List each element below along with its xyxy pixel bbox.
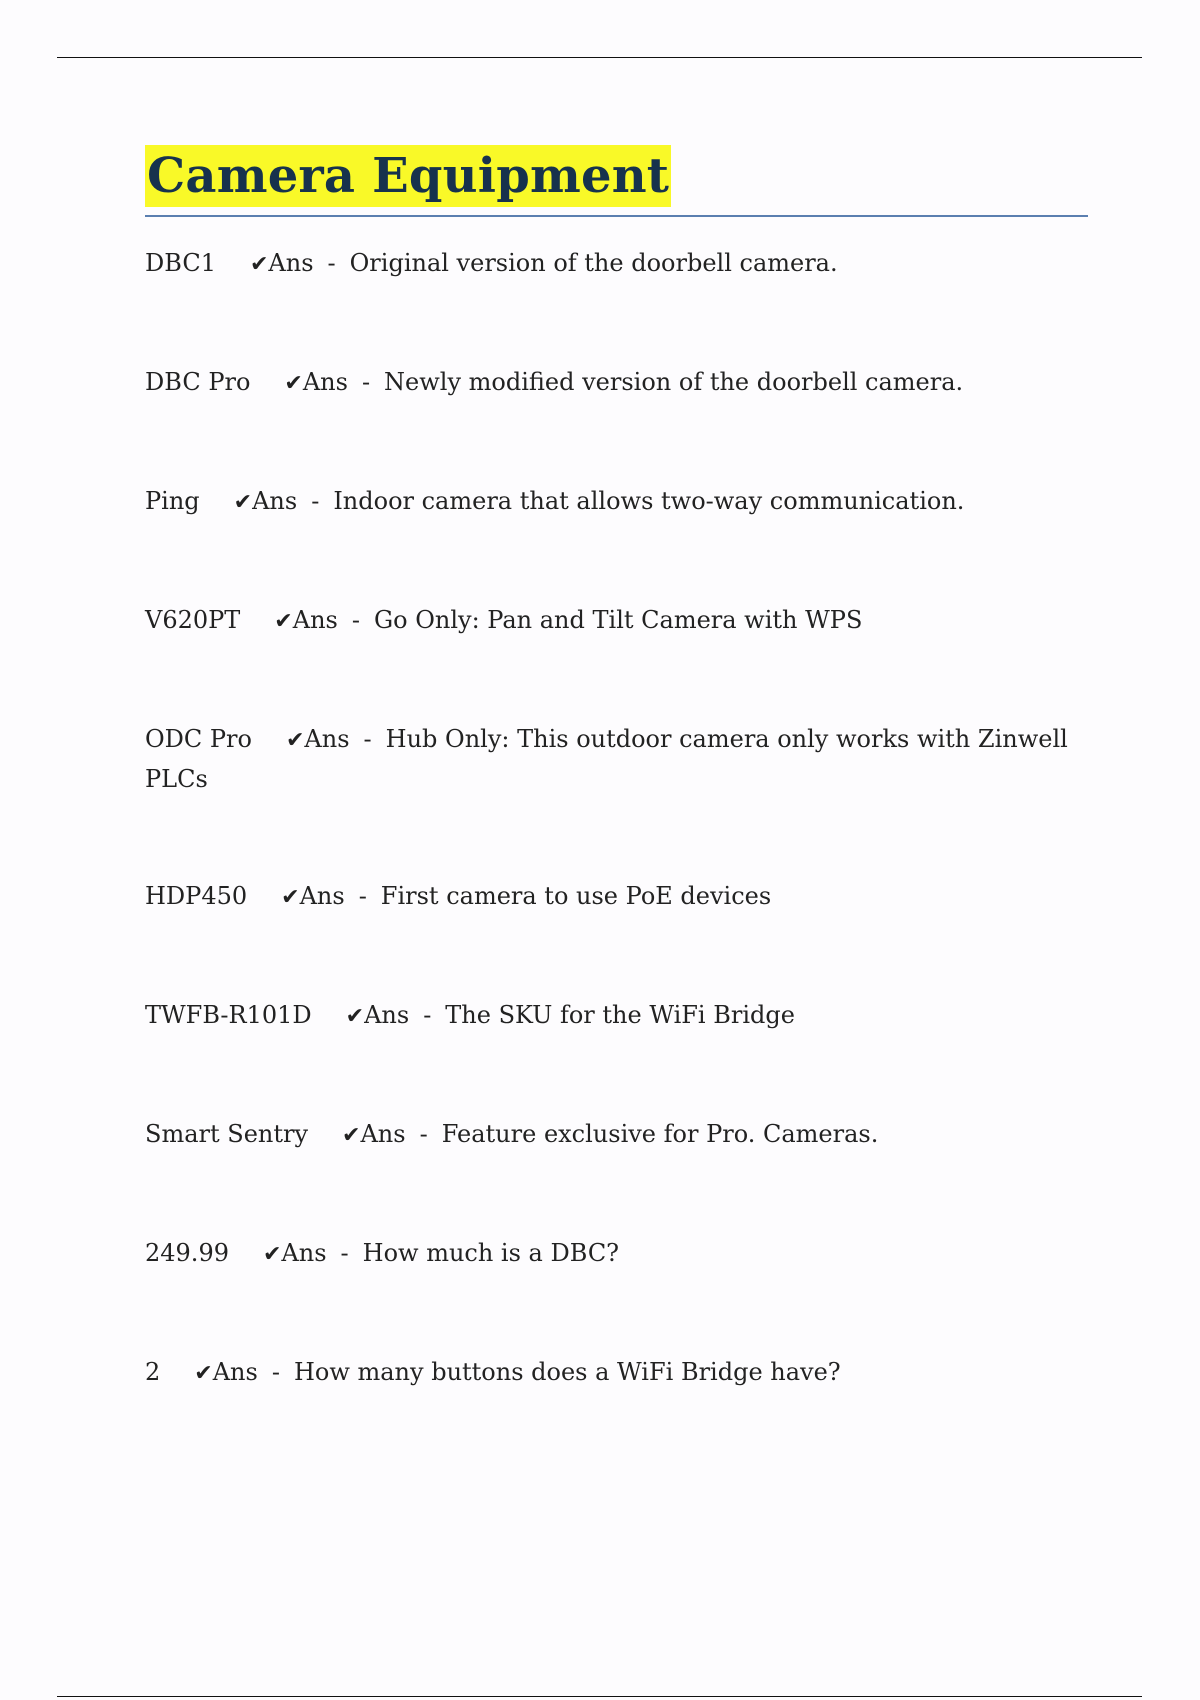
- qa-term: Smart Sentry: [145, 1120, 309, 1148]
- qa-item: [145, 996, 1095, 1036]
- bottom-rule: [57, 1696, 1142, 1697]
- qa-answer: How many buttons does a WiFi Bridge have?: [293, 1358, 841, 1386]
- qa-term: V620PT: [145, 606, 241, 634]
- top-rule: [57, 57, 1142, 58]
- qa-item: [145, 244, 1095, 284]
- qa-answer: Go Only: Pan and Tilt Camera with WPS: [373, 606, 863, 634]
- checkmark-icon: ✔: [345, 1004, 365, 1029]
- qa-answer: How much is a DBC?: [362, 1239, 620, 1267]
- separator: -: [358, 882, 367, 910]
- qa-list: [145, 244, 1095, 1472]
- checkmark-icon: ✔: [274, 609, 293, 634]
- qa-item: [145, 1115, 1095, 1155]
- checkmark-icon: ✔: [285, 728, 305, 753]
- checkmark-icon: ✔: [249, 252, 269, 277]
- qa-item: [145, 601, 1095, 641]
- qa-term: Ping: [145, 487, 200, 515]
- checkmark-icon: ✔: [284, 371, 303, 396]
- qa-term: HDP450: [145, 882, 248, 910]
- separator: -: [327, 249, 336, 277]
- qa-term: TWFB-R101D: [145, 1001, 312, 1029]
- ans-label: Ans: [292, 606, 338, 634]
- separator: -: [351, 606, 360, 634]
- separator: -: [423, 1001, 432, 1029]
- qa-answer: The SKU for the WiFi Bridge: [445, 1001, 795, 1029]
- separator: -: [361, 368, 371, 396]
- qa-answer: Feature exclusive for Pro. Cameras.: [441, 1120, 879, 1148]
- checkmark-icon: ✔: [233, 490, 253, 515]
- ans-label: Ans: [281, 1239, 327, 1267]
- qa-item: [145, 1353, 1095, 1393]
- ans-label: Ans: [364, 1001, 410, 1029]
- title-block: [145, 145, 1088, 217]
- qa-answer: Original version of the doorbell camera.: [349, 249, 838, 277]
- qa-term: 249.99: [145, 1239, 229, 1267]
- separator: -: [340, 1239, 349, 1267]
- page-title: Camera Equipment: [145, 145, 671, 207]
- checkmark-icon: ✔: [281, 885, 300, 910]
- ans-label: Ans: [299, 882, 345, 910]
- qa-item: [145, 363, 1095, 403]
- checkmark-icon: ✔: [194, 1361, 213, 1386]
- separator: -: [271, 1358, 280, 1386]
- ans-label: Ans: [212, 1358, 258, 1386]
- qa-answer: Newly modified version of the doorbell camera.: [384, 368, 964, 396]
- qa-term: DBC Pro: [145, 368, 251, 396]
- qa-answer: Hub Only: This outdoor camera only works with Zinwell PLCs: [145, 725, 1068, 793]
- ans-label: Ans: [268, 249, 314, 277]
- checkmark-icon: ✔: [262, 1242, 282, 1267]
- qa-term: 2: [145, 1358, 161, 1386]
- qa-answer: Indoor camera that allows two-way communication.: [333, 487, 965, 515]
- qa-item: [145, 877, 1095, 917]
- qa-item: [145, 720, 1095, 798]
- qa-term: DBC1: [145, 249, 216, 277]
- separator: -: [363, 725, 372, 753]
- ans-label: Ans: [252, 487, 298, 515]
- qa-answer: First camera to use PoE devices: [380, 882, 772, 910]
- separator: -: [311, 487, 320, 515]
- separator: -: [419, 1120, 428, 1148]
- qa-term: ODC Pro: [145, 725, 252, 753]
- checkmark-icon: ✔: [342, 1123, 361, 1148]
- ans-label: Ans: [302, 368, 348, 396]
- qa-item: [145, 482, 1095, 522]
- ans-label: Ans: [360, 1120, 406, 1148]
- ans-label: Ans: [304, 725, 350, 753]
- qa-item: [145, 1234, 1095, 1274]
